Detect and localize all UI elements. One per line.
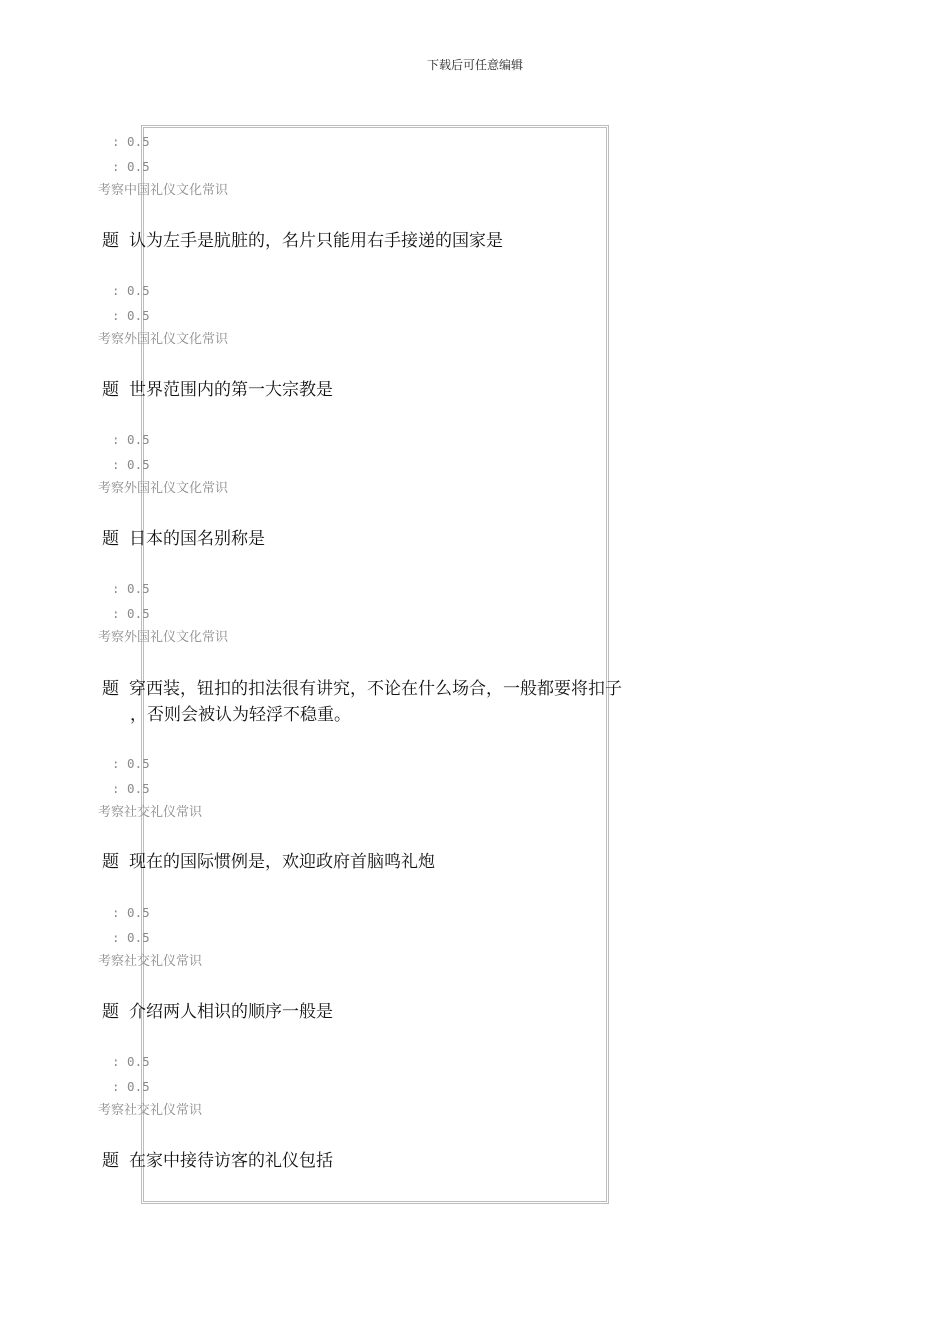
question-label: 题 <box>102 1002 119 1022</box>
score-line: : 0.5 <box>112 283 150 298</box>
score-line: : 0.5 <box>112 781 150 796</box>
score-line: : 0.5 <box>112 606 150 621</box>
score-line: : 0.5 <box>112 159 150 174</box>
question-label: 题 <box>102 852 119 872</box>
question-text-line2: ，否则会被认为轻浮不稳重。 <box>130 705 351 725</box>
question-item <box>102 377 333 403</box>
score-line: : 0.5 <box>112 756 150 771</box>
question-text: 在家中接待访客的礼仪包括 <box>129 1151 333 1171</box>
question-item <box>102 526 265 552</box>
score-line: : 0.5 <box>112 134 150 149</box>
page-frame <box>141 125 609 1204</box>
question-text: 介绍两人相识的顺序一般是 <box>129 1002 333 1022</box>
topic-note: 考察社交礼仪常识 <box>98 954 203 969</box>
question-item <box>102 999 333 1025</box>
score-line: : 0.5 <box>112 581 150 596</box>
question-text: 现在的国际惯例是，欢迎政府首脑鸣礼炮 <box>129 852 435 872</box>
question-text: 世界范围内的第一大宗教是 <box>129 380 333 400</box>
question-item <box>102 228 503 254</box>
question-text: 认为左手是肮脏的，名片只能用右手接递的国家是 <box>129 231 503 251</box>
question-label: 题 <box>102 679 119 699</box>
topic-note: 考察外国礼仪文化常识 <box>98 332 229 347</box>
topic-note: 考察外国礼仪文化常识 <box>98 630 229 645</box>
score-line: : 0.5 <box>112 930 150 945</box>
score-line: : 0.5 <box>112 905 150 920</box>
page-header-note: 下载后可任意编辑 <box>426 58 523 72</box>
score-line: : 0.5 <box>112 432 150 447</box>
score-line: : 0.5 <box>112 457 150 472</box>
score-line: : 0.5 <box>112 308 150 323</box>
question-item <box>102 849 435 875</box>
question-label: 题 <box>102 1151 119 1171</box>
topic-note: 考察社交礼仪常识 <box>98 805 203 820</box>
topic-note: 考察社交礼仪常识 <box>98 1103 203 1118</box>
question-label: 题 <box>102 231 119 251</box>
question-label: 题 <box>102 529 119 549</box>
question-text: 日本的国名别称是 <box>129 529 265 549</box>
topic-note: 考察外国礼仪文化常识 <box>98 481 229 496</box>
question-label: 题 <box>102 380 119 400</box>
score-line: : 0.5 <box>112 1079 150 1094</box>
question-item <box>102 1148 333 1174</box>
topic-note: 考察中国礼仪文化常识 <box>98 183 229 198</box>
score-line: : 0.5 <box>112 1054 150 1069</box>
question-text: 穿西装，钮扣的扣法很有讲究，不论在什么场合，一般都要将扣子 <box>129 679 622 699</box>
question-item <box>102 676 622 728</box>
